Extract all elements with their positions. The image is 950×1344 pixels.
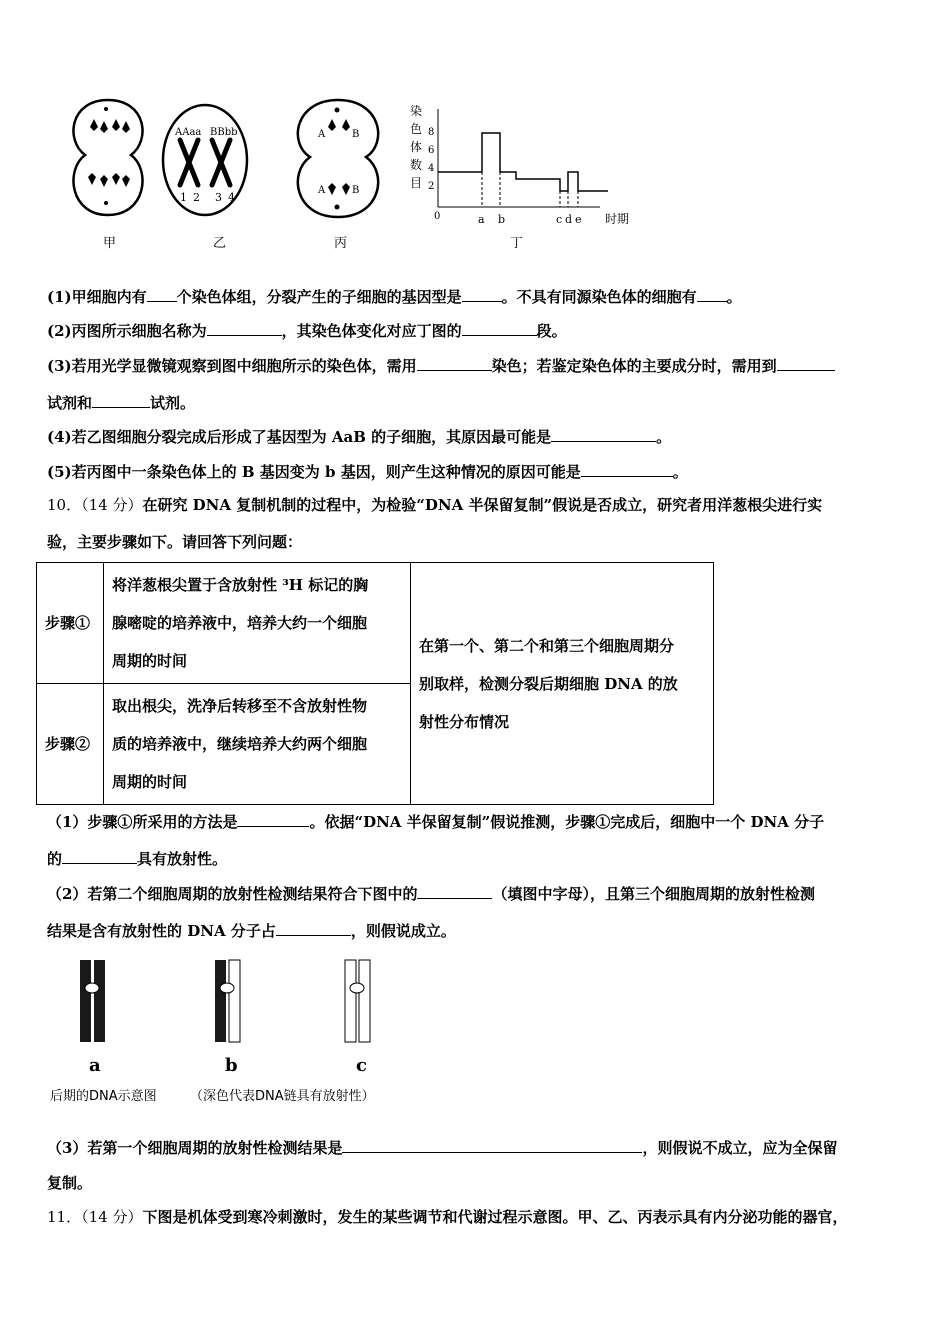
cell-division-figure [60, 95, 650, 255]
steps-table [36, 562, 714, 805]
graph-xtick-d: d [565, 213, 573, 226]
graph-line [438, 133, 608, 191]
step1-label: 步骤① [37, 563, 104, 684]
dna-figure [60, 955, 390, 1045]
graph-ylabel-2: 色 [410, 122, 423, 136]
bing-gene-a2: A [318, 185, 326, 196]
chromosome-graph [410, 103, 629, 226]
q10-part3b: 复制。 [47, 1174, 93, 1192]
dna-caption-right: （深色代表DNA链具有放射性） [190, 1089, 375, 1104]
graph-ylabel-4: 数 [410, 158, 423, 172]
q10-part2a: （2）若第二个细胞周期的放射性检测结果符合下图中的 （填图中字母），且第三个细胞周期的放射性检测 [47, 885, 815, 903]
dna-a [80, 960, 105, 1042]
bing-gene-b2: B [352, 185, 360, 196]
q11-stem: 11．（14 分）下图是机体受到寒冷刺激时，发生的某些调节和代谢过程示意图。甲、乙、丙表示具有内分泌功能的器官， [47, 1208, 848, 1226]
graph-xtick-e: e [575, 213, 582, 226]
figure-label-yi: 乙 [213, 236, 227, 251]
dna-label-a: a [89, 1055, 101, 1076]
step1-content: 将洋葱根尖置于含放射性 ³H 标记的胸 腺嘧啶的培养液中，培养大约一个细胞 周期的时间 [104, 563, 411, 684]
q9-part1: (1)甲细胞内有 个染色体组，分裂产生的子细胞的基因型是 。不具有同源染色体的细胞有 。 [47, 288, 742, 306]
graph-xtick-c: c [556, 213, 563, 226]
yi-chrom-num-3: 3 [215, 191, 222, 204]
dna-caption-left: 后期的DNA示意图 [50, 1089, 157, 1104]
yi-gene-label-b: BBbb [210, 127, 238, 138]
step2-content: 取出根尖，洗净后转移至不含放射性物 质的培养液中，继续培养大约两个细胞 周期的时间 [104, 684, 411, 805]
dna-c [345, 960, 370, 1042]
cell-yi-chromosomes [180, 140, 230, 185]
bing-gene-a1: A [318, 129, 326, 140]
bing-gene-b1: B [352, 129, 360, 140]
graph-xlabel: 时期 [605, 212, 630, 226]
dna-b [215, 960, 240, 1042]
q10-part2b: 结果是含有放射性的 DNA 分子占 ，则假说成立。 [47, 922, 456, 940]
graph-ylabel-5: 目 [410, 176, 423, 190]
q10-part1b: 的 具有放射性。 [47, 850, 228, 868]
cell-jia-chromosomes [88, 107, 130, 205]
q9-part4: (4)若乙图细胞分裂完成后形成了基因型为 AaB 的子细胞，其原因最可能是 。 [47, 428, 672, 446]
q9-part3a: (3)若用光学显微镜观察到图中细胞所示的染色体，需用 染色；若鉴定染色体的主要成分时，需用到 [47, 355, 835, 376]
step2-label: 步骤② [37, 684, 104, 805]
yi-chrom-num-4: 4 [228, 191, 235, 204]
q10-part1a: （1）步骤①所采用的方法是 。依据“DNA 半保留复制”假说推测，步骤①完成后，细胞中一个 DNA 分子 [47, 813, 825, 831]
dna-label-c: c [356, 1055, 367, 1076]
yi-chrom-num-1: 1 [180, 191, 187, 204]
figure-label-jia: 甲 [103, 236, 117, 251]
graph-ytick-6: 6 [428, 145, 435, 156]
graph-xtick-a: a [478, 213, 485, 226]
graph-ytick-8: 8 [428, 127, 435, 138]
q9-part5: (5)若丙图中一条染色体上的 B 基因变为 b 基因，则产生这种情况的原因可能是 。 [47, 463, 688, 481]
yi-gene-label-a: AAaa [175, 127, 202, 138]
yi-chrom-num-2: 2 [193, 191, 200, 204]
q10-stem-a: 10．（14 分）在研究 DNA 复制机制的过程中，为检验“DNA 半保留复制”假说是否成立，研究者用洋葱根尖进行实 [47, 496, 823, 514]
q10-part3a: （3）若第一个细胞周期的放射性检测结果是 ，则假说不成立，应为全保留 [47, 1139, 838, 1157]
q9-part2: (2)丙图所示细胞名称为 ，其染色体变化对应丁图的 段。 [47, 322, 567, 340]
graph-ylabel-3: 体 [410, 140, 423, 154]
graph-ytick-4: 4 [428, 163, 435, 174]
graph-ytick-2: 2 [428, 181, 435, 192]
dna-label-b: b [225, 1055, 238, 1076]
sampling-content: 在第一个、第二个和第三个细胞周期分 别取样，检测分裂后期细胞 DNA 的放 射性分布情况 [411, 563, 714, 805]
cell-bing [298, 100, 378, 217]
cell-bing-chromosomes [328, 108, 350, 210]
cell-jia [73, 100, 142, 215]
graph-origin: 0 [434, 211, 441, 222]
graph-ylabel-1: 染 [410, 104, 423, 118]
q10-stem-b: 验，主要步骤如下。请回答下列问题： [47, 533, 303, 551]
graph-xtick-b: b [498, 213, 506, 226]
figure-label-bing: 丙 [334, 236, 348, 251]
q9-part3b: 试剂和 试剂。 [47, 394, 196, 412]
figure-label-ding: 丁 [510, 236, 524, 251]
